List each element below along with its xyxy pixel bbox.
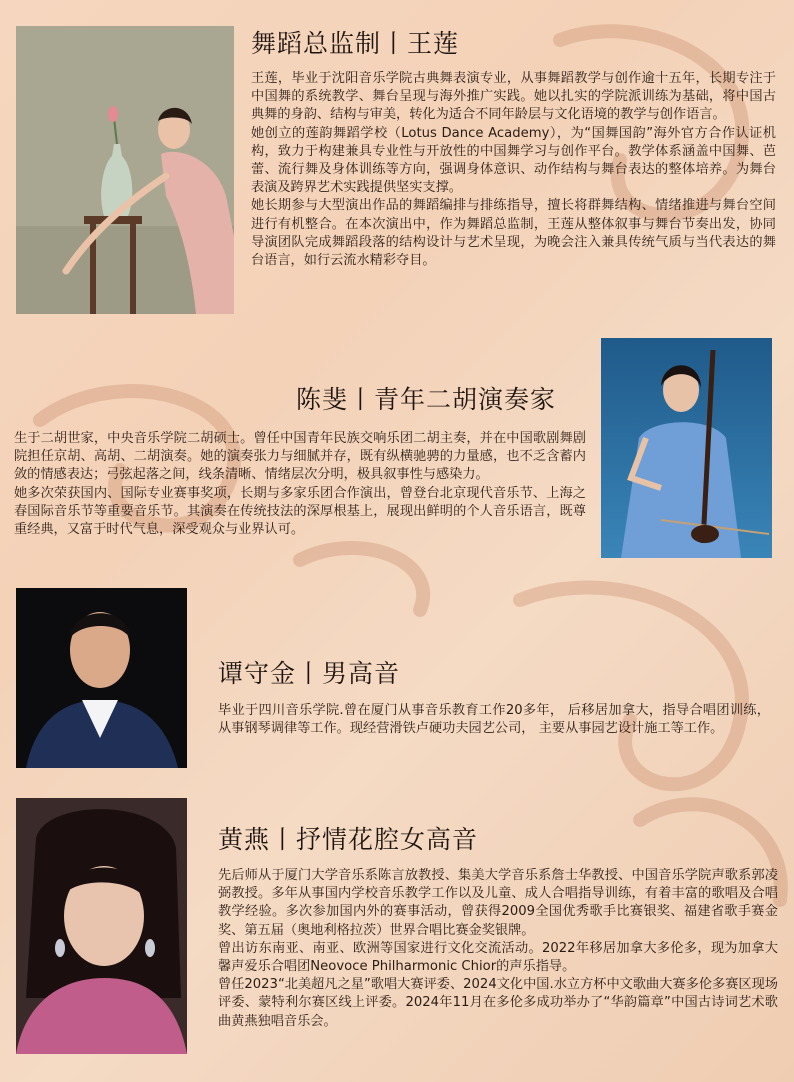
profile-name-wang-lian: 舞蹈总监制丨王莲: [251, 29, 460, 58]
bio-paragraph: 先后师从于厦门大学音乐系陈言放教授、集美大学音乐系詹士华教授、中国音乐学院声歌系郭凌弼教授。多年从事国内学校音乐教学工作以及儿童、成人合唱指导训练，有着丰富的歌唱及合唱教学经验。多次参加国内外的赛事活动，曾获得2009全国优秀歌手比赛银奖、福建省歌手赛金奖、第五届（奥地利格拉茨）世界合唱比赛金奖银牌。: [218, 868, 778, 938]
profile-name-huang-yan: 黄燕丨抒情花腔女高音: [218, 825, 479, 854]
soprano-photo: [16, 798, 187, 1054]
bio-paragraph: 她多次荣获国内、国际专业赛事奖项，长期与多家乐团合作演出，曾登台北京现代音乐节、上海之春国际音乐节等重要音乐节。其演奏在传统技法的深厚根基上，展现出鲜明的个人音乐语言，既尊重经典，又富于时代气息，深受观众与业界认可。: [14, 485, 586, 538]
bio-paragraph: 她长期参与大型演出作品的舞蹈编排与排练指导，擅长将群舞结构、情绪推进与舞台空间进行有机整合。在本次演出中，作为舞蹈总监制，王莲从整体叙事与舞台节奏出发，协同导演团队完成舞蹈段落的结构设计与艺术呈现，为晚会注入兼具传统气质与当代表达的舞台语言，如行云流水精彩夺目。: [251, 198, 776, 269]
bio-paragraph: 曾出访东南亚、南亚、欧洲等国家进行文化交流活动。2022年移居加拿大多伦多，现为加拿大馨声爱乐合唱团Neovoce Philharmonic Chior的声乐指导。: [218, 940, 778, 975]
erhu-player-photo: [601, 338, 772, 558]
bio-paragraph: 毕业于四川音乐学院.曾在厦门从事音乐教育工作20多年， 后移居加拿大，指导合唱团训练， 从事钢琴调律等工作。现经营滑铁卢硬功夫园艺公司， 主要从事园艺设计施工等工作。: [218, 703, 770, 737]
profile-bio-huang-yan: [218, 867, 778, 1031]
profile-bio-wang-lian: [251, 70, 776, 270]
profile-name-tan-shoujin: 谭守金丨男高音: [218, 659, 401, 688]
profile-bio-chen-fei: [14, 430, 586, 539]
bio-paragraph: 王莲，毕业于沈阳音乐学院古典舞表演专业，从事舞蹈教学与创作逾十五年，长期专注于中国舞的系统教学、舞台呈现与海外推广实践。她以扎实的学院派训练为基础，将中国古典舞的身韵、结构与审美，转化为适合不同年龄层与文化语境的教学与创作语言。: [251, 71, 776, 123]
dancer-photo: [16, 26, 234, 314]
tenor-photo: [16, 588, 187, 768]
bio-paragraph: 曾任2023“北美超凡之星”歌唱大赛评委、2024文化中国.水立方杯中文歌曲大赛多伦多赛区现场评委、蒙特利尔赛区线上评委。2024年11月在多伦多成功举办了“华韵篇章”中国古诗词艺术歌曲黄燕独唱音乐会。: [218, 977, 778, 1029]
profile-bio-tan-shoujin: [218, 702, 770, 738]
profile-name-chen-fei: 陈斐丨青年二胡演奏家: [296, 385, 557, 414]
bio-paragraph: 她创立的莲韵舞蹈学校（Lotus Dance Academy），为“国舞国韵”海外官方合作认证机构，致力于构建兼具专业性与开放性的中国舞学习与创作平台。教学体系涵盖中国舞、芭蕾、流行舞及身体训练等方向，强调身体意识、动作结构与舞台表达的整体培养。为舞台表演及跨界艺术实践提供坚实支撑。: [251, 125, 776, 196]
bio-paragraph: 生于二胡世家，中央音乐学院二胡硕士。曾任中国青年民族交响乐团二胡主奏，并在中国歌剧舞剧院担任京胡、高胡、二胡演奏。她的演奏张力与细腻并存，既有纵横驰骋的力量感，也不乏含蓄内敛的情感表达；弓弦起落之间，线条清晰、情绪层次分明，极具叙事性与感染力。: [14, 431, 586, 483]
